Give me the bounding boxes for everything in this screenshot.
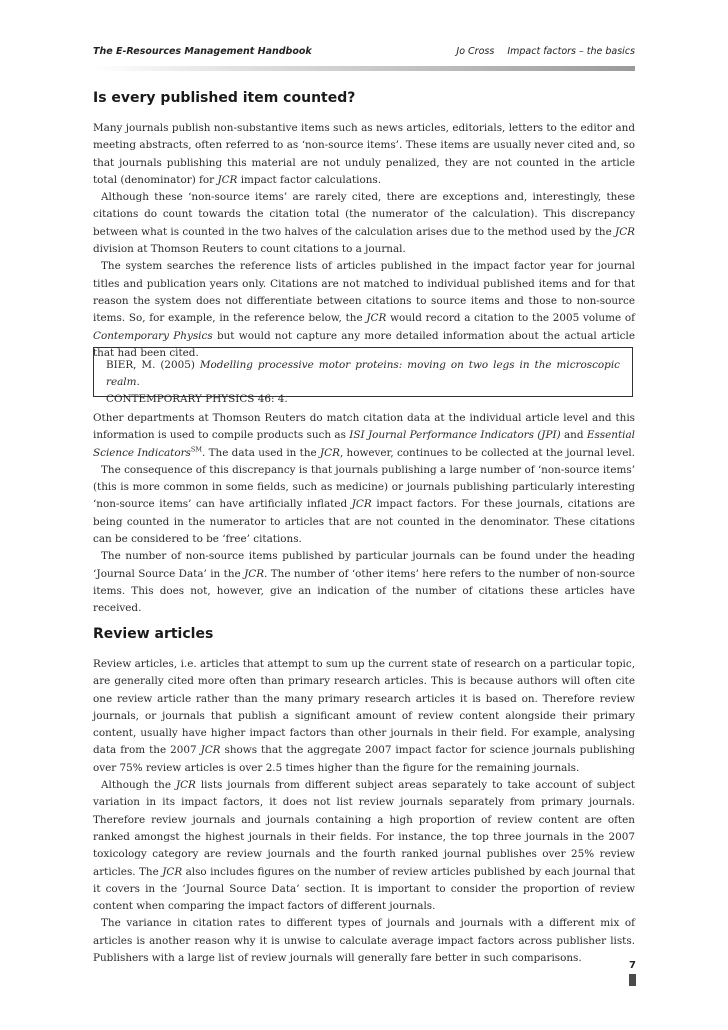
text: would record a citation to the 2005 volume of <box>390 312 635 325</box>
paragraph <box>93 656 635 777</box>
section-heading-review-articles: Review articles <box>93 626 214 642</box>
jcr-term: JCR <box>175 779 196 792</box>
text: but would not capture any more detailed information about the actual article that had been cited. <box>93 329 635 359</box>
text: Although the <box>101 779 171 792</box>
section1b-body <box>93 410 635 618</box>
section-heading-every-item: Is every published item counted? <box>93 90 356 106</box>
running-header <box>93 44 635 60</box>
section1-body <box>93 120 635 362</box>
chapter-title: Impact factors – the basics <box>507 46 635 57</box>
text: also includes figures on the number of review articles published by each journal that it covers in the ‘Journal Source Data’ section. It is important to consider the proportion of review content when comparing the impact factors of different journals. <box>93 865 635 913</box>
paragraph <box>93 462 635 548</box>
product-name: Essential Science Indicators <box>93 429 635 459</box>
text: . <box>136 376 140 388</box>
text: The variance in citation rates to different types of journals and journals with a different mix of articles is another reason why it is unwise to calculate average impact factors across publisher lists. Publishers with a large list of review journals will generally fare better in such comparisons. <box>93 917 635 965</box>
paragraph <box>93 777 635 915</box>
jcr-term: JCR <box>217 173 238 186</box>
text: impact factors. For these journals, citations are being counted in the numerator to articles that are not counted in the denominator. These citations can be considered to be ‘free’ citations. <box>93 498 635 546</box>
text: shows that the aggregate 2007 impact factor for science journals publishing over 75% review articles is over 2.5 times higher than the figure for the remaining journals. <box>93 744 635 774</box>
jcr-term: JCR <box>162 865 183 878</box>
text: The consequence of this discrepancy is that journals publishing a large number of ‘non-source items’ (this is more common in some fields, such as medicine) or journals publishing particularly interesting ‘non-source items’ can have artificially inflated <box>93 463 635 511</box>
text: , however, continues to be collected at the journal level. <box>339 446 635 459</box>
text: lists journals from different subject areas separately to take account of subject variation in its impact factors, it does not list review journals separately from primary journals. Therefore review journals and journals containing a high proportion of review content are often ranked amongst the highest journals in their fields. For instance, the top three journals in the 2007 toxicology category are review journals and the fourth ranked journal publishes over 25% review articles. The <box>93 779 635 878</box>
jcr-term: JCR <box>366 312 387 325</box>
section2-body <box>93 656 635 967</box>
paragraph <box>93 189 635 258</box>
paragraph <box>93 410 635 462</box>
jcr-term: JCR <box>244 567 265 580</box>
text: The number of non-source items published by particular journals can be found under the heading ‘Journal Source Data’ in the <box>93 550 635 580</box>
page-marker <box>629 974 636 986</box>
service-mark: SM <box>190 445 202 454</box>
reference-source: CONTEMPORARY PHYSICS 46: 4. <box>106 393 288 405</box>
jcr-term: JCR <box>615 225 635 238</box>
jcr-term: JCR <box>200 744 221 757</box>
jcr-term: JCR <box>319 446 340 459</box>
text: . The data used in the <box>202 446 317 459</box>
text: Other departments at Thomson Reuters do match citation data at the individual article level and this information is used to compile products such as <box>93 412 635 442</box>
page-number: 7 <box>629 960 636 971</box>
book-title: The E-Resources Management Handbook <box>93 46 312 57</box>
text: . The number of ‘other items’ here refers to the number of non-source items. This does not, however, give an indication of the number of citations these articles have received. <box>93 567 635 615</box>
text: division at Thomson Reuters to count citations to a journal. <box>93 243 406 256</box>
product-name: ISI Journal Performance Indicators (JPI) <box>349 429 561 442</box>
reference-box <box>93 347 633 405</box>
text: Review articles, i.e. articles that attempt to sum up the current state of research on a particular topic, are generally cited more often than primary research articles. This is because authors will often cite one review article rather than the many primary research articles it is based on. Therefore review journals, or journals that publish a significant amount of review content alongside their primary content, usually have higher impact factors than other journals in their field. For example, analysing data from the 2007 <box>93 658 635 757</box>
paragraph <box>93 120 635 189</box>
reference-title: Modelling processive motor proteins: moving on two legs in the microscopic realm <box>106 359 620 388</box>
text: Many journals publish non-substantive items such as news articles, editorials, letters to the editor and meeting abstracts, often referred to as ‘non-source items’. These items are usually never cited and, so that journals publishing this material are not unduly penalized, they are not counted in the article total (denominator) for <box>93 122 635 186</box>
text: impact factor calculations. <box>240 173 382 186</box>
text: The system searches the reference lists of articles published in the impact factor year for journal titles and publication years only. Citations are not matched to individual published items and for that reason the system does not differentiate between citations to source items and those to non-source items. So, for example, in the reference below, the <box>93 260 635 325</box>
header-right <box>446 46 635 57</box>
reference-author-year: BIER, M. (2005) <box>106 359 195 371</box>
paragraph <box>93 915 635 967</box>
text: and <box>563 429 584 442</box>
paragraph <box>93 548 635 617</box>
author-name: Jo Cross <box>456 46 495 57</box>
jcr-term: JCR <box>351 498 372 511</box>
journal-name: Contemporary Physics <box>93 329 213 342</box>
header-rule <box>93 66 635 71</box>
text: Although these ‘non-source items’ are rarely cited, there are exceptions and, interestingly, these citations do count towards the citation total (the numerator of the calculation). This discrepancy between what is counted in the two halves of the calculation arises due to the method used by the <box>93 191 635 238</box>
